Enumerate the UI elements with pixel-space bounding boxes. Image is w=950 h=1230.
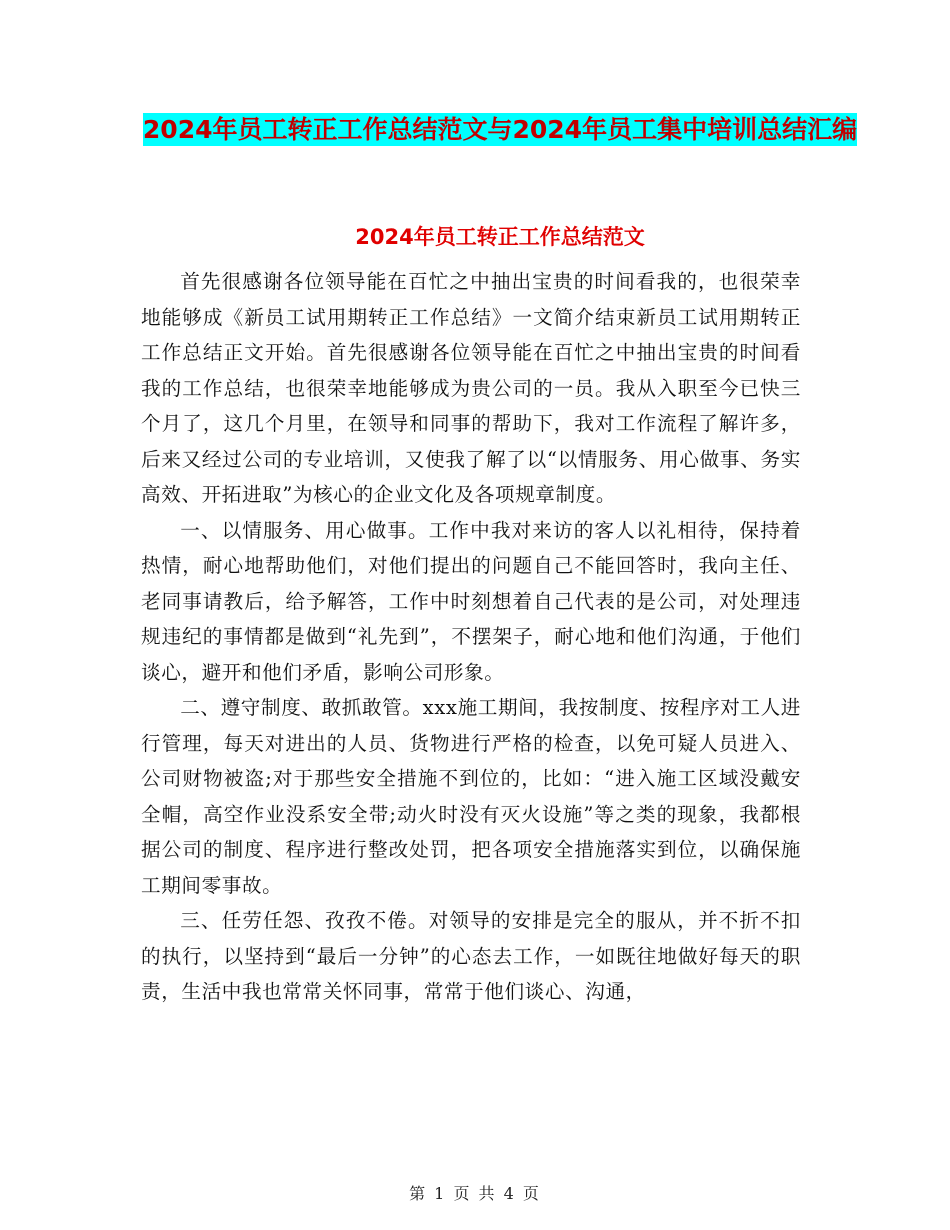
page-footer: 第 1 页 共 4 页: [409, 1184, 541, 1203]
document-title-highlight: 2024年员工转正工作总结范文与2024年员工集中培训总结汇编: [142, 115, 858, 144]
paragraph-intro: 首先很感谢各位领导能在百忙之中抽出宝贵的时间看我的，也很荣幸地能够成《新员工试用期转正工作总结》一文简介结束新员工试用期转正工作总结正文开始。首先很感谢各位领导能在百忙之中抽出宝贵的时间看我的工作总结，也很荣幸地能够成为贵公司的一员。我从入职至今已快三个月了，这几个月里，在领导和同事的帮助下，我对工作流程了解许多，后来又经过公司的专业培训，又使我了解了以“以情服务、用心做事、务实高效、开拓进取”为核心的企业文化及各项规章制度。: [141, 270, 801, 506]
paragraph-point-1: 一、以情服务、用心做事。工作中我对来访的客人以礼相待，保持着热情，耐心地帮助他们，对他们提出的问题自己不能回答时，我向主任、老同事请教后，给予解答，工作中时刻想着自己代表的是公司，对处理违规违纪的事情都是做到“礼先到”，不摆架子，耐心地和他们沟通，于他们谈心，避开和他们矛盾，影响公司形象。: [141, 518, 801, 684]
section-title: 2024年员工转正工作总结范文: [355, 225, 645, 249]
document-title: [140, 108, 860, 152]
paragraph-point-3: 三、任劳任怨、孜孜不倦。对领导的安排是完全的服从，并不折不扣的执行，以坚持到“最后一分钟”的心态去工作，一如既往地做好每天的职责，生活中我也常常关怀同事，常常于他们谈心、沟通，: [141, 909, 801, 1003]
document-body: [141, 264, 801, 1010]
paragraph-point-2: 二、遵守制度、敢抓敢管。xxx施工期间，我按制度、按程序对工人进行管理，每天对进出的人员、货物进行严格的检查，以免可疑人员进入、公司财物被盗;对于那些安全措施不到位的，比如：“进入施工区域没戴安全帽，高空作业没系安全带;动火时没有灭火设施”等之类的现象，我都根据公司的制度、程序进行整改处罚，把各项安全措施落实到位，以确保施工期间零事故。: [141, 696, 801, 897]
